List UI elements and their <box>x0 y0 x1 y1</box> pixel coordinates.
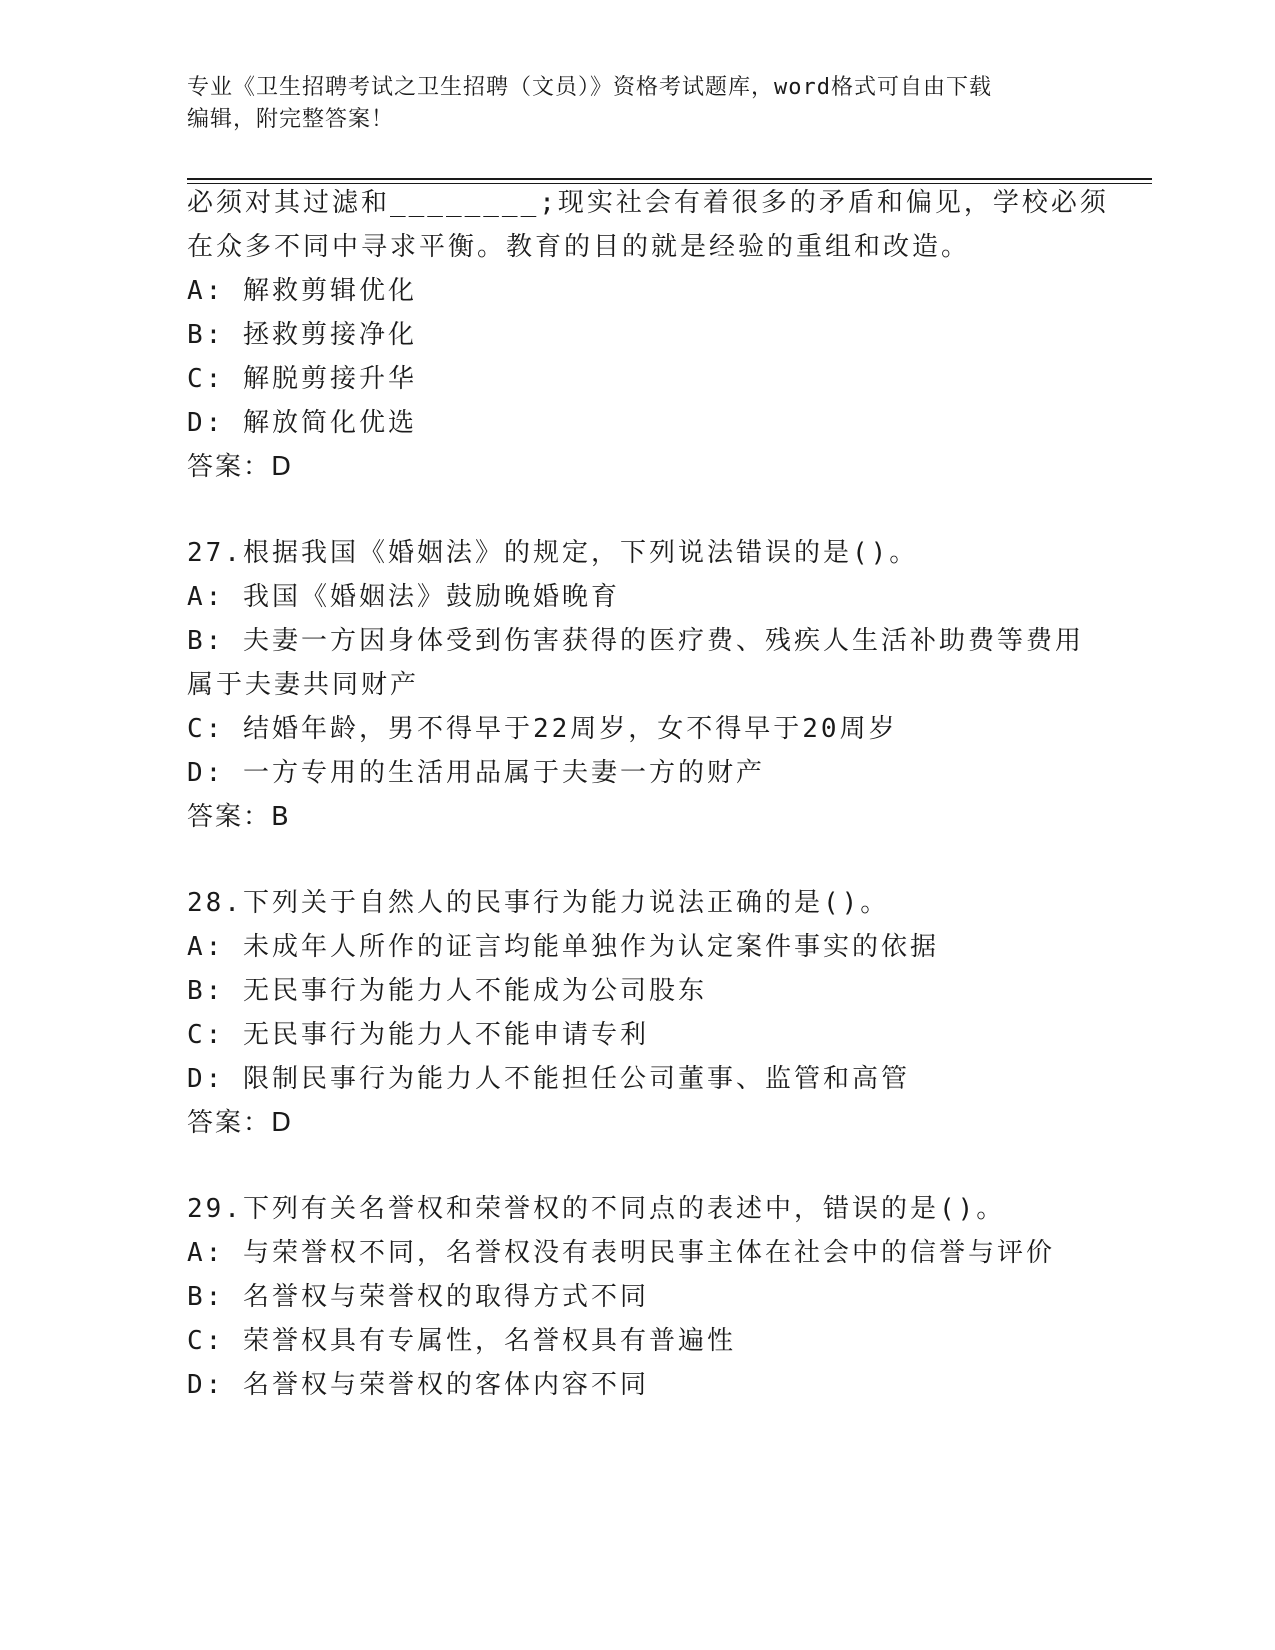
header-rule-thin <box>187 183 1152 184</box>
q27-option-a: A: 我国《婚姻法》鼓励晚婚晚育 <box>187 582 620 612</box>
q29-stem: 29.下列有关名誉权和荣誉权的不同点的表述中，错误的是()。 <box>187 1194 1006 1224</box>
q29-option-a: A: 与荣誉权不同，名誉权没有表明民事主体在社会中的信誉与评价 <box>187 1238 1055 1268</box>
q28-option-d: D: 限制民事行为能力人不能担任公司董事、监管和高管 <box>187 1064 910 1094</box>
q26-option-b: B: 拯救剪接净化 <box>187 320 417 350</box>
q27-option-b-line-2: 属于夫妻共同财产 <box>187 670 420 700</box>
q26-option-c: C: 解脱剪接升华 <box>187 364 417 394</box>
q29-option-d: D: 名誉权与荣誉权的客体内容不同 <box>187 1370 649 1400</box>
q26-text-line-1: 必须对其过滤和________;现实社会有着很多的矛盾和偏见，学校必须 <box>187 188 1109 218</box>
q27-stem: 27.根据我国《婚姻法》的规定，下列说法错误的是()。 <box>187 538 919 568</box>
q28-stem: 28.下列关于自然人的民事行为能力说法正确的是()。 <box>187 888 890 918</box>
header-line-1: 专业《卫生招聘考试之卫生招聘（文员）》资格考试题库，word格式可自由下载 <box>187 75 992 100</box>
q29-option-b: B: 名誉权与荣誉权的取得方式不同 <box>187 1282 649 1312</box>
q28-answer: 答案：D <box>187 1108 294 1138</box>
q26-option-d: D: 解放简化优选 <box>187 408 417 438</box>
q27-answer: 答案：B <box>187 802 291 832</box>
q26-text-line-2: 在众多不同中寻求平衡。教育的目的就是经验的重组和改造。 <box>187 232 971 262</box>
q28-option-b: B: 无民事行为能力人不能成为公司股东 <box>187 976 707 1006</box>
q28-option-c: C: 无民事行为能力人不能申请专利 <box>187 1020 649 1050</box>
q27-option-b-line-1: B: 夫妻一方因身体受到伤害获得的医疗费、残疾人生活补助费等费用 <box>187 626 1084 656</box>
q27-option-c: C: 结婚年龄，男不得早于22周岁，女不得早于20周岁 <box>187 714 898 744</box>
q26-answer: 答案：D <box>187 452 294 482</box>
header-line-2: 编辑，附完整答案！ <box>187 107 395 132</box>
q28-option-a: A: 未成年人所作的证言均能单独作为认定案件事实的依据 <box>187 932 939 962</box>
q29-option-c: C: 荣誉权具有专属性，名誉权具有普遍性 <box>187 1326 736 1356</box>
document-header <box>187 72 1087 136</box>
header-rule-thick <box>187 178 1152 180</box>
q26-option-a: A: 解救剪辑优化 <box>187 276 417 306</box>
q27-option-d: D: 一方专用的生活用品属于夫妻一方的财产 <box>187 758 765 788</box>
